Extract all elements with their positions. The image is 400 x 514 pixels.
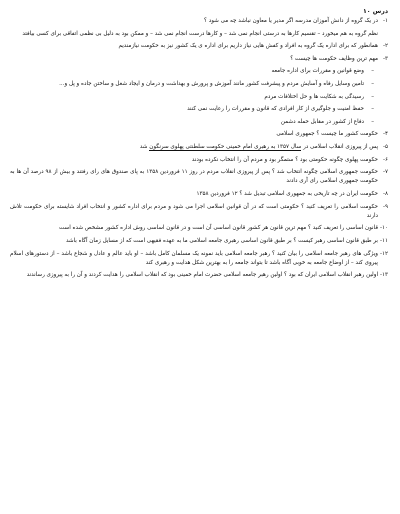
question-number: ۱۳- bbox=[379, 272, 388, 279]
question-text: مهم ترین وظایف حکومت ها چیست ؟ bbox=[290, 55, 378, 62]
duty-item bbox=[10, 80, 388, 89]
question-item bbox=[10, 250, 388, 268]
question-text: حکومت پهلوی چگونه حکومتی بود ؟ ستمگر بود و مردم آن را انتخاب نکرده بودند bbox=[191, 156, 378, 163]
duty-text: وضع قوانین و مقررات برای اداره جامعه bbox=[271, 68, 364, 75]
underlined-text: سال ۱۳۵۷ به رهبری امام خمینی حکومت سلطنتی پهلوی سرنگون bbox=[149, 143, 302, 150]
question-item bbox=[10, 55, 388, 64]
question-text: حکومت کشور ما چیست ؟ جمهوری اسلامی bbox=[276, 131, 378, 138]
question-number: ۱- bbox=[382, 18, 388, 24]
duty-item bbox=[10, 93, 388, 102]
question-text: اولین رهبر انقلاب اسلامی ایران که بود ؟ اولین رهبر جامعه اسلامی حضرت امام خمینی بود که انقلاب اسلامی را هدایت کردند و آن را به پیروزی رساندند bbox=[26, 272, 378, 279]
question-text: حکومت ایران در چه تاریخی به جمهوری اسلامی تبدیل شد ؟ ۱۲ فروردین ۱۳۵۸ bbox=[196, 190, 378, 197]
question-number: ۶- bbox=[382, 156, 388, 163]
question-number: ۷- bbox=[382, 169, 388, 176]
duty-item bbox=[10, 118, 388, 127]
lesson-heading: درس ۱۰ bbox=[363, 8, 388, 15]
duty-text: رسیدگی به شکایت ها و حل اختلافات مردم bbox=[264, 93, 364, 100]
question-item bbox=[10, 42, 388, 51]
question-text-end: شد bbox=[139, 143, 150, 150]
bullet-dash: – bbox=[371, 118, 374, 125]
question-item bbox=[10, 190, 388, 199]
question-number: ۳- bbox=[382, 55, 388, 62]
question-item bbox=[10, 271, 388, 280]
question-list bbox=[10, 17, 388, 281]
question-item bbox=[10, 156, 388, 165]
bullet-dash: – bbox=[371, 68, 374, 75]
question-item bbox=[10, 237, 388, 246]
question-item bbox=[10, 168, 388, 186]
question-item bbox=[10, 203, 388, 221]
question-number: ۵- bbox=[382, 143, 388, 150]
question-text: در یک گروه از دانش آموزان مدرسه اگر مدیر یا معاون نباشد چه می شود ؟ bbox=[204, 18, 378, 24]
bullet-dash: – bbox=[371, 80, 374, 87]
question-number: ۱۰- bbox=[379, 225, 388, 232]
duty-item bbox=[10, 105, 388, 114]
question-item bbox=[10, 130, 388, 139]
question-text: ویژگی های رهبر جامعه اسلامی را بیان کنید ؟ رهبر جامعه اسلامی باید نمونه یک مسلمان کامل باشد – او باید عالم و عادل و شجاع باشد – از دستورهای اسلام پیروی کند – از اوضاع جامعه به خوبی آگاه باشد تا بتواند جامعه را به بهترین شکل هدایت و رهبری کند bbox=[10, 250, 378, 266]
question-text: حکومت جمهوری اسلامی چگونه انتخاب شد ؟ پس از پیروزی انقلاب مردم در روز ۱۱ فروردین ۱۳۵۸ به پای صندوق های رای رفتند و بیش از ۹۸ درصد آن ها به حکومت جمهوری اسلامی رای آری دادند bbox=[10, 169, 378, 185]
question-number: ۲- bbox=[382, 43, 388, 50]
question-item bbox=[10, 17, 388, 26]
duty-text: حفظ امنیت و جلوگیری از کار افرادی که قانون و مقررات را رعایت نمی کنند bbox=[187, 106, 364, 113]
question-item bbox=[10, 224, 388, 233]
question-text: همانطور که برای اداره یک گروه به افراد و کفش هایی نیاز داریم برای اداره ی یک کشور نیز به حکومت نیازمندیم bbox=[118, 43, 378, 50]
question-text: قانون اساسی را تعریف کنید ؟ مهم ترین قانون هر کشور قانون اساسی آن است و در قانون اساسی روش اداره کشور مشخص شده است bbox=[59, 225, 378, 232]
question-text: حکومت اسلامی را تعریف کنید ؟ حکومتی است که در آن قوانین اسلامی اجرا می شود و مردم برای اداره کشور و انتخاب افراد شایسته برای حکومت تلاش دارند bbox=[10, 203, 378, 219]
duty-item bbox=[10, 67, 388, 76]
duty-text: تامین وسایل رفاه و آسایش مردم و پیشرفت کشور مانند آموزش و پرورش و بهداشت و درمان و ایجاد شغل و ساختن جاده و پل و... bbox=[59, 80, 364, 87]
question-text: بر طبق قانون اساسی رهبر کیست ؟ بر طبق قانون اساسی رهبری جامعه اسلامی ما به عهده فقیهی است که از مسایل زمان آگاه باشد bbox=[65, 237, 378, 244]
question-item bbox=[10, 143, 388, 152]
bullet-dash: – bbox=[371, 106, 374, 113]
question-number: ۸- bbox=[382, 190, 388, 197]
question-number: ۴- bbox=[382, 131, 388, 138]
question-text-start: پس از پیروزی انقلاب اسلامی در bbox=[301, 143, 378, 150]
question-number: ۹- bbox=[382, 203, 388, 210]
answer-text: نظم گروه به هم میخورد – تقسیم کارها به درستی انجام نمی شد – و کارها درست انجام نمی شد – و ممکن بود به دلیل بی نظمی اتفاقی برای کسی بیافتد bbox=[22, 30, 378, 37]
bullet-dash: – bbox=[371, 93, 374, 100]
answer-paragraph bbox=[10, 30, 388, 39]
question-number: ۱۲- bbox=[379, 250, 388, 257]
duty-text: دفاع از کشور در مقابل حمله دشمن bbox=[280, 118, 364, 125]
question-number: ۱۱- bbox=[379, 237, 388, 244]
